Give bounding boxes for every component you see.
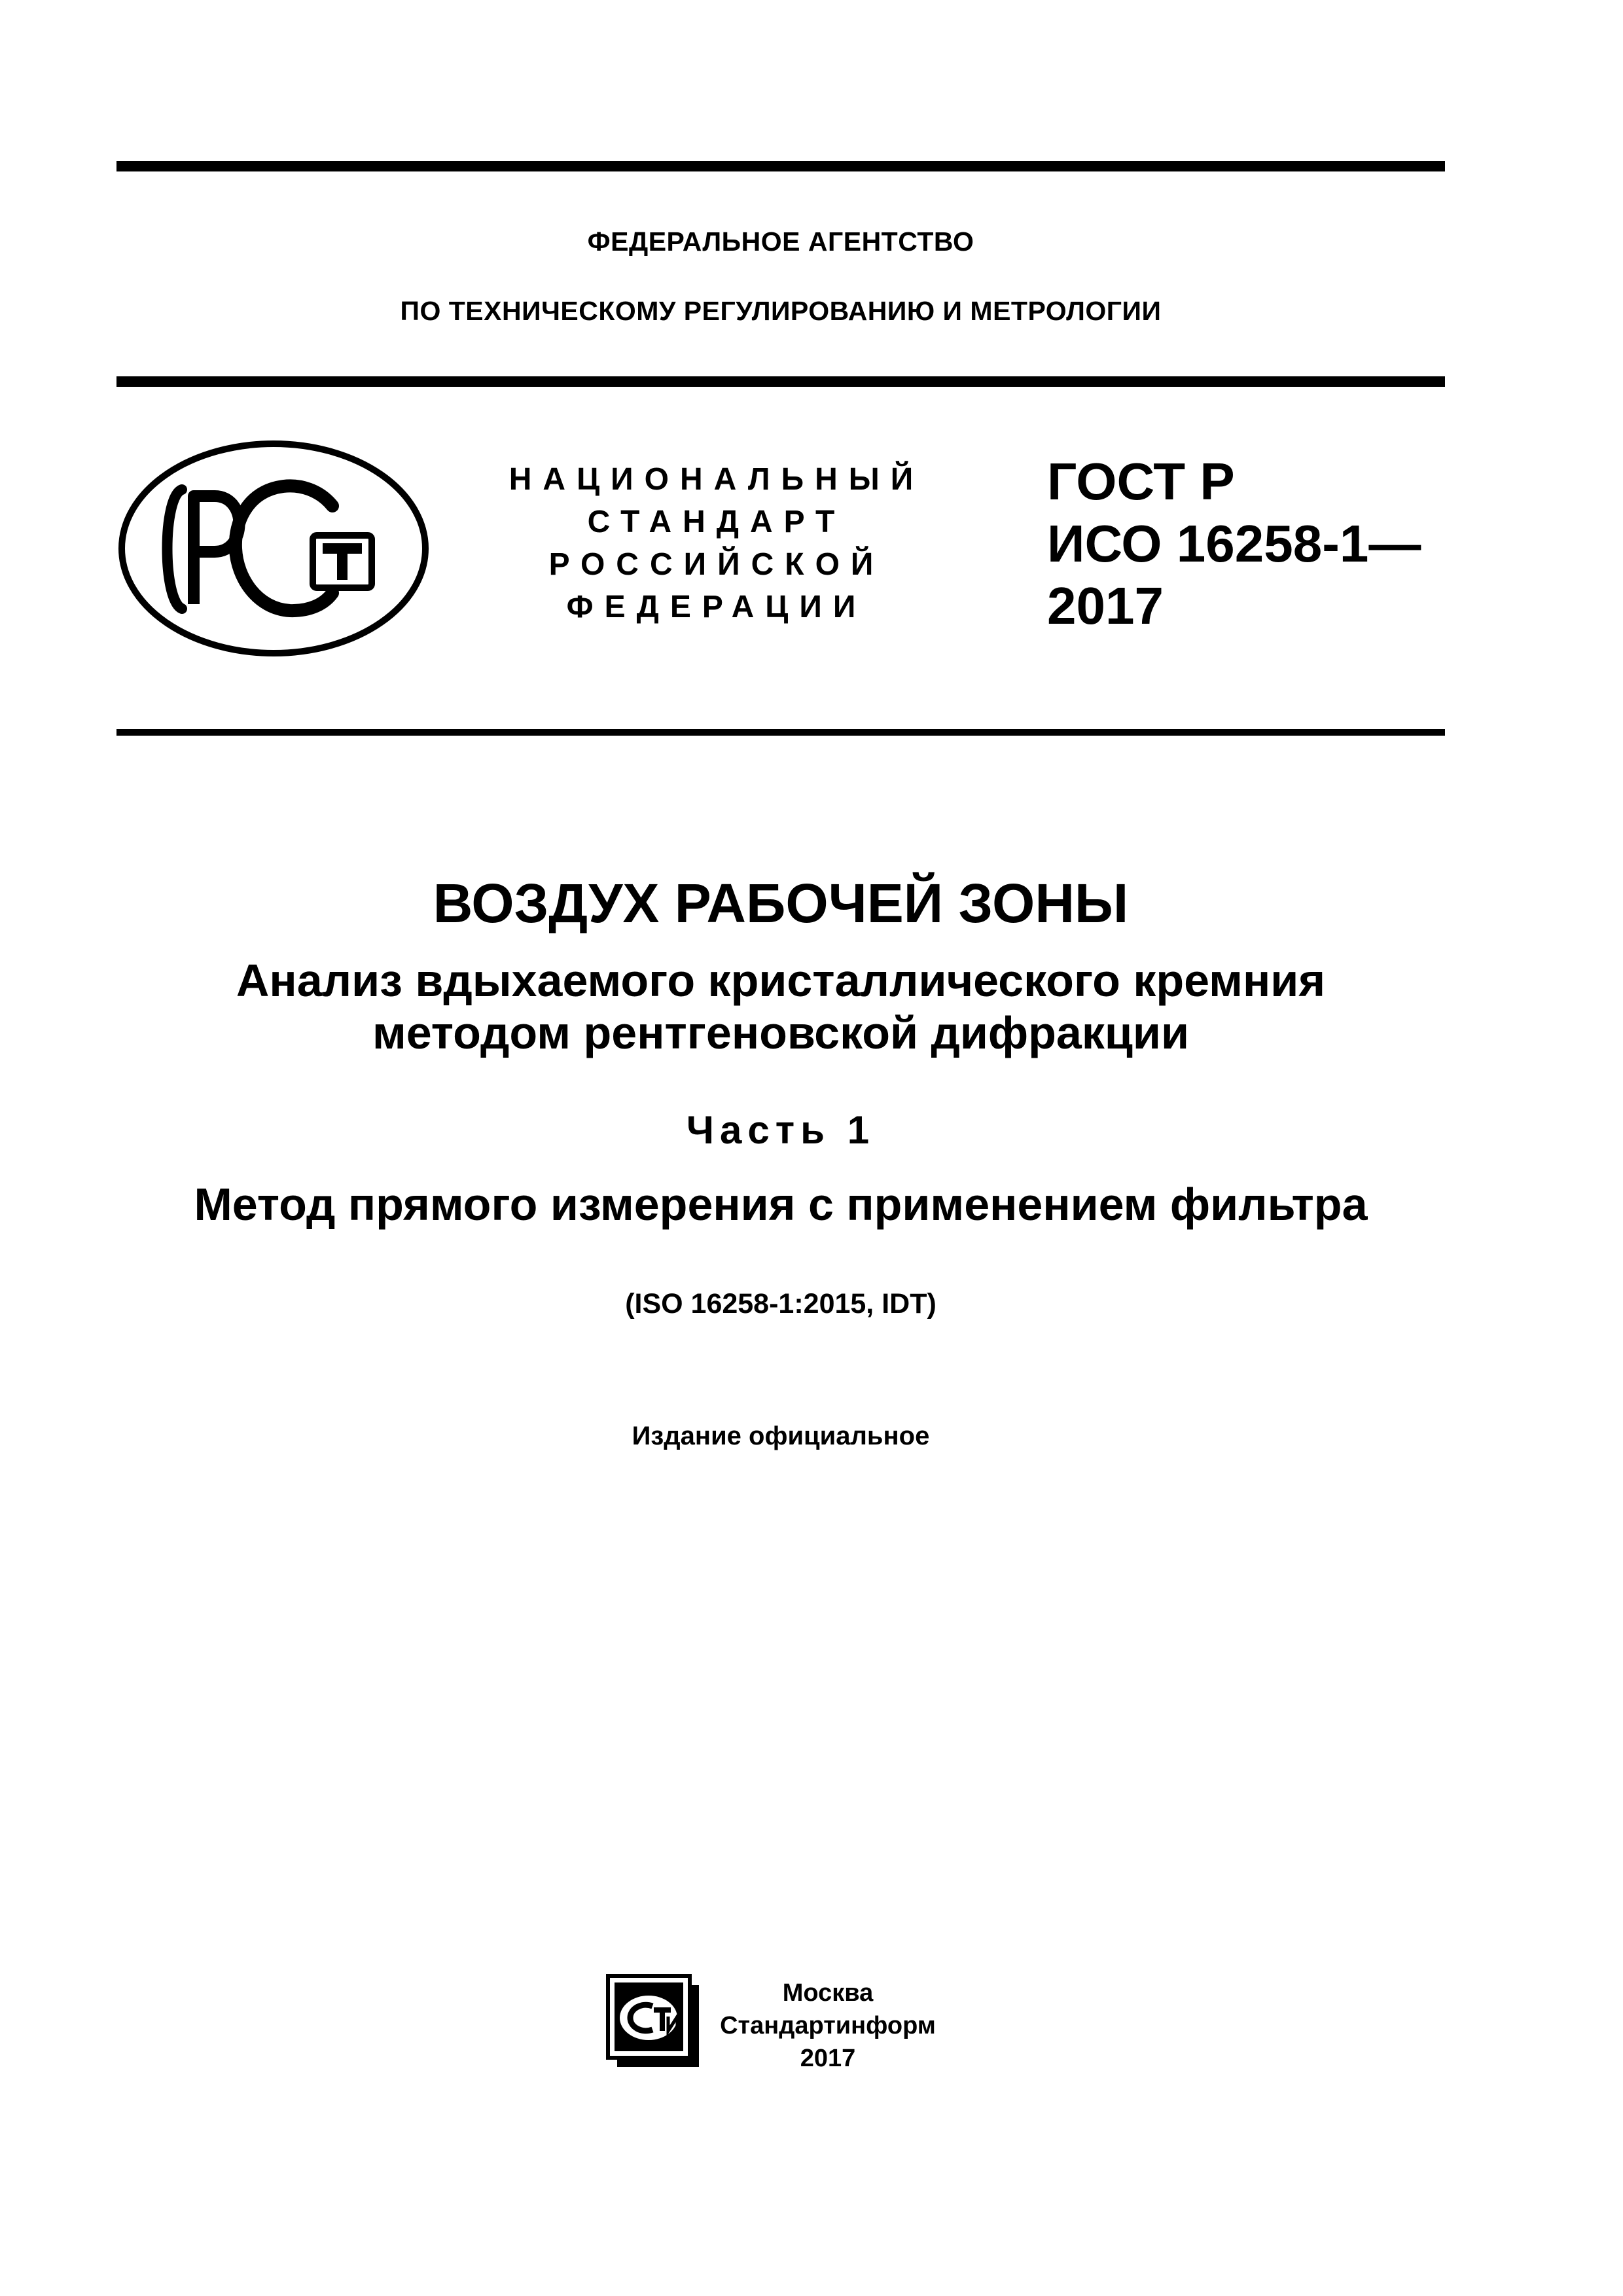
top-rule	[116, 161, 1445, 171]
part-number: Часть 1	[686, 1108, 876, 1152]
national-line: РОССИЙСКОЙ	[548, 547, 885, 582]
publisher-name: Стандартинформ	[720, 2012, 936, 2039]
national-line: ФЕДЕРАЦИИ	[566, 590, 867, 624]
standartinform-mark-icon	[605, 1973, 707, 2075]
subtitle-line: методом рентгеновской дифракции	[372, 1007, 1189, 1058]
edition-label: Издание официальное	[632, 1422, 930, 1450]
publisher-year: 2017	[800, 2045, 856, 2072]
agency-line-1: ФЕДЕРАЛЬНОЕ АГЕНТСТВО	[587, 226, 974, 257]
middle-rule	[116, 376, 1445, 387]
designation-line: ИСО 16258-1—	[1047, 514, 1421, 573]
national-line: СТАНДАРТ	[587, 505, 846, 539]
agency-line-2: ПО ТЕХНИЧЕСКОМУ РЕГУЛИРОВАНИЮ И МЕТРОЛОГИИ	[400, 296, 1162, 326]
rst-mark-icon	[116, 437, 431, 660]
iso-reference: (ISO 16258-1:2015, IDT)	[625, 1288, 936, 1319]
national-line: НАЦИОНАЛЬНЫЙ	[508, 462, 925, 497]
publisher-block	[717, 1977, 939, 2075]
publisher-city: Москва	[782, 1979, 874, 2007]
document-subtitle	[116, 954, 1445, 1059]
designation-line: ГОСТ Р	[1047, 452, 1235, 511]
document-title: ВОЗДУХ РАБОЧЕЙ ЗОНЫ	[433, 872, 1129, 934]
part-title: Метод прямого измерения с применением фильтра	[194, 1179, 1368, 1230]
national-standard-label	[488, 458, 946, 628]
designation-line: 2017	[1047, 577, 1164, 635]
subtitle-line: Анализ вдыхаемого кристаллического кремния	[236, 955, 1326, 1006]
bottom-rule	[116, 729, 1445, 736]
standard-designation	[1047, 450, 1421, 637]
